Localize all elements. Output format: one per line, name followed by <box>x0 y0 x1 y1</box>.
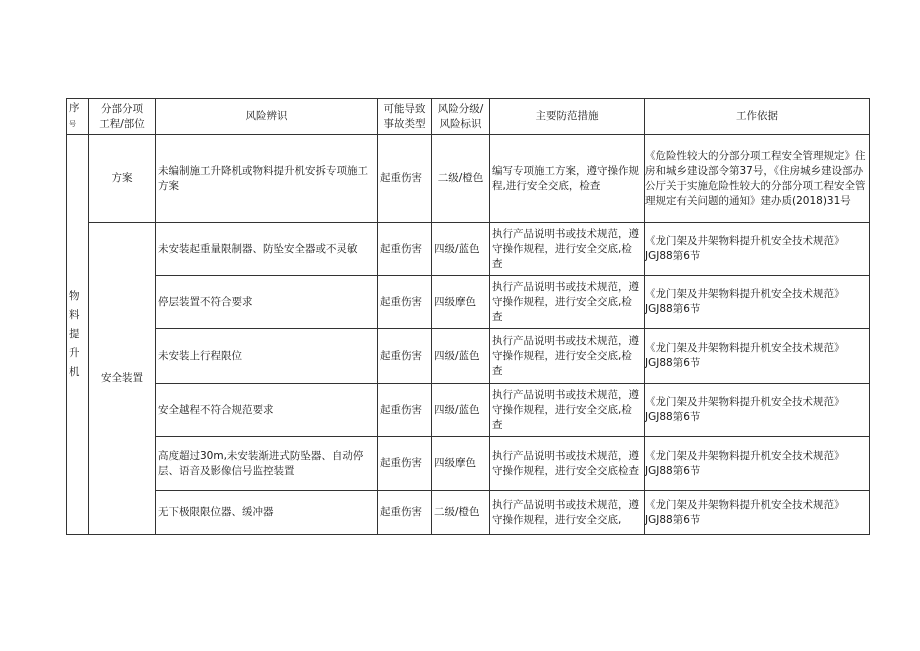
measures-cell: 执行产品说明书或技术规范，遵守操作规程，进行安全交底,检查 <box>490 329 645 384</box>
measures-cell: 执行产品说明书或技术规范，遵守操作规程，进行安全交底,检查 <box>490 384 645 437</box>
table-row <box>67 223 870 276</box>
header-section: 分部分项 工程/部位 <box>89 99 156 135</box>
header-level: 风险分级/ 风险标识 <box>432 99 490 135</box>
section-cell: 方案 <box>89 135 156 223</box>
level-cell: 二级/橙色 <box>432 135 490 223</box>
risk-cell: 未编制施工升降机或物料提升机安拆专项施工方案 <box>156 135 378 223</box>
level-cell: 四级/蓝色 <box>432 384 490 437</box>
risk-cell: 未安装上行程限位 <box>156 329 378 384</box>
level-cell: 四级/蓝色 <box>432 223 490 276</box>
basis-cell: 《龙门架及井架物料提升机安全技术规范》JGJ88第6节 <box>645 491 870 535</box>
header-row <box>67 99 870 135</box>
section-cell: 安全装置 <box>89 223 156 535</box>
table-row <box>67 491 870 535</box>
measures-cell: 执行产品说明书或技术规范，遵守操作规程，进行安全交底,检查 <box>490 223 645 276</box>
level-cell: 四级摩色 <box>432 437 490 491</box>
measures-cell: 编写专项施工方案，遵守操作规程,进行安全交底，检查 <box>490 135 645 223</box>
header-measures: 主要防范措施 <box>490 99 645 135</box>
risk-cell: 停层装置不符合要求 <box>156 276 378 329</box>
header-risk: 风险辨识 <box>156 99 378 135</box>
measures-cell: 执行产品说明书或技术规范，遵守操作规程，进行安全交底, <box>490 491 645 535</box>
table-row <box>67 437 870 491</box>
measures-cell: 执行产品说明书或技术规范，遵守操作规程，进行安全交底检查 <box>490 437 645 491</box>
basis-cell: 《龙门架及井架物料提升机安全技术规范》JGJ88第6节 <box>645 223 870 276</box>
risk-identification-table <box>66 98 870 535</box>
measures-cell: 执行产品说明书或技术规范，遵守操作规程，进行安全交底,检查 <box>490 276 645 329</box>
accident-cell: 起重伤害 <box>378 437 432 491</box>
risk-cell: 无下极限限位器、缓冲器 <box>156 491 378 535</box>
level-cell: 四级摩色 <box>432 276 490 329</box>
header-accident: 可能导致 事故类型 <box>378 99 432 135</box>
level-cell: 四级/蓝色 <box>432 329 490 384</box>
accident-cell: 起重伤害 <box>378 329 432 384</box>
header-seq: 序号 <box>67 99 89 135</box>
table-row <box>67 135 870 223</box>
accident-cell: 起重伤害 <box>378 276 432 329</box>
basis-cell: 《龙门架及井架物料提升机安全技术规范》JGJ88第6节 <box>645 437 870 491</box>
header-basis: 工作依据 <box>645 99 870 135</box>
risk-cell: 未安装起重量限制器、防坠安全器或不灵敏 <box>156 223 378 276</box>
level-cell: 二级/橙色 <box>432 491 490 535</box>
accident-cell: 起重伤害 <box>378 491 432 535</box>
object-cell: 物 料 提 升 机 <box>67 135 89 535</box>
table-row <box>67 384 870 437</box>
basis-cell: 《龙门架及井架物料提升机安全技术规范》JGJ88第6节 <box>645 276 870 329</box>
risk-cell: 安全越程不符合规范要求 <box>156 384 378 437</box>
table-row <box>67 276 870 329</box>
table-row <box>67 329 870 384</box>
accident-cell: 起重伤害 <box>378 135 432 223</box>
accident-cell: 起重伤害 <box>378 384 432 437</box>
basis-cell: 《危险性较大的分部分项工程安全管理规定》住房和城乡建设部令第37号，《住房城乡建设部办公厅关于实施危险性较大的分部分项工程安全管理规定有关问题的通知》建办质(2018)31号 <box>645 135 870 223</box>
basis-cell: 《龙门架及井架物料提升机安全技术规范》JGJ88第6节 <box>645 384 870 437</box>
accident-cell: 起重伤害 <box>378 223 432 276</box>
risk-cell: 高度超过30m,未安装渐进式防坠器、自动停层、语音及影像信号监控装置 <box>156 437 378 491</box>
basis-cell: 《龙门架及井架物料提升机安全技术规范》JGJ88第6节 <box>645 329 870 384</box>
